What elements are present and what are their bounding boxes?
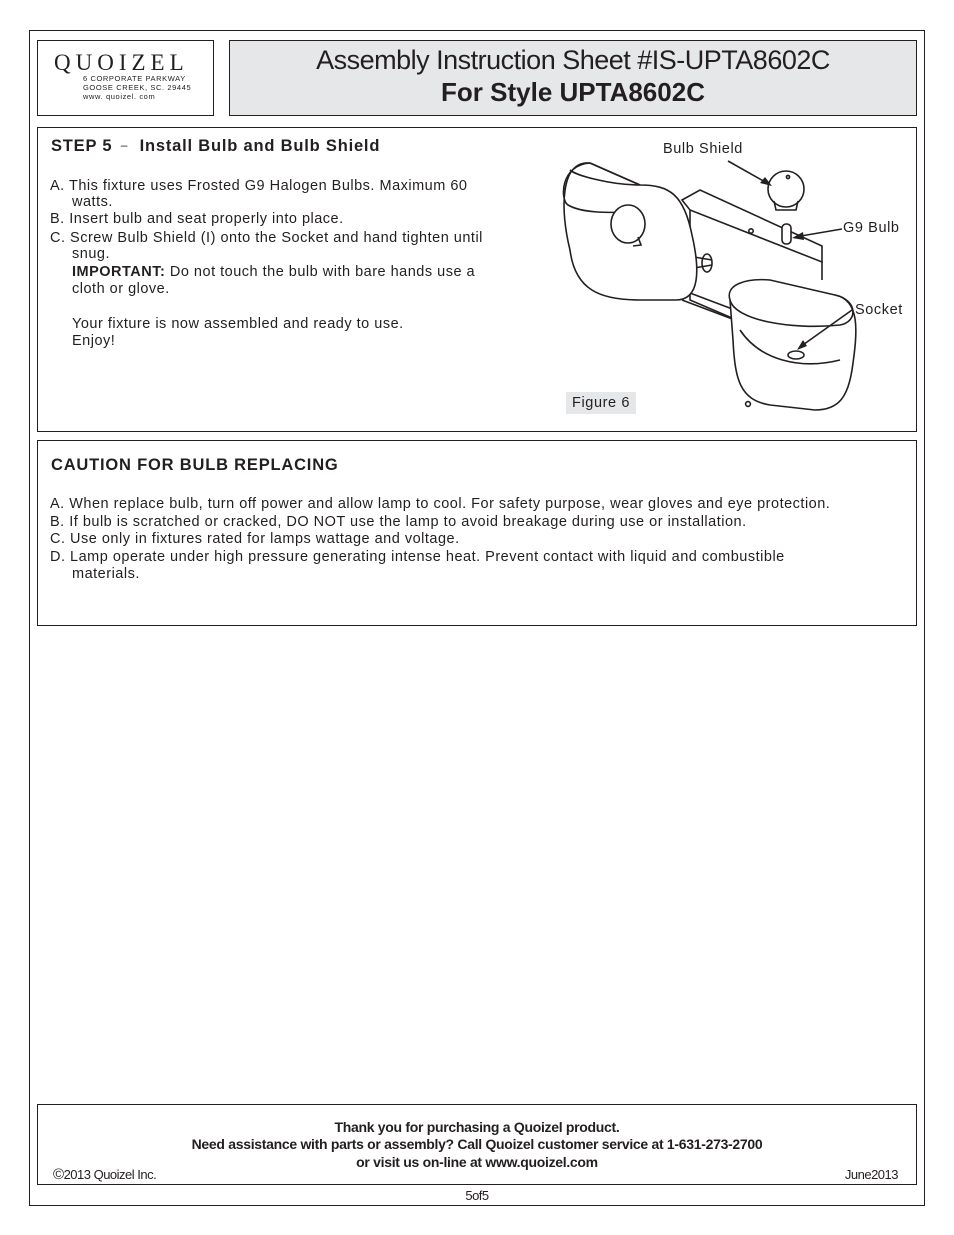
step-5-heading (51, 137, 380, 156)
step-number: STEP 5 (51, 137, 113, 155)
website-line: or visit us on-line at www.quoizel.com (356, 1154, 598, 1170)
g9-bulb-part (782, 224, 791, 244)
footer-section (37, 1104, 917, 1185)
caution-item-a: A. When replace bulb, turn off power and allow lamp to cool. For safety purpose, wear gloves and eye protection. (50, 496, 831, 512)
important-note (72, 264, 475, 282)
figure-caption: Figure 6 (566, 392, 636, 414)
step-item-c-line1: C. Screw Bulb Shield (I) onto the Socket and hand tighten until (50, 230, 483, 246)
copyright-symbol: © (53, 1166, 64, 1183)
bulb-shield-label: Bulb Shield (663, 141, 743, 157)
step-item-c-line2: snug. (72, 246, 110, 262)
copyright-text (53, 1166, 156, 1183)
copyright-owner: 2013 Quoizel Inc. (63, 1167, 157, 1182)
enjoy-note: Enjoy! (72, 333, 116, 349)
step-item-b: B. Insert bulb and seat properly into place. (50, 211, 344, 227)
right-shade (729, 280, 856, 410)
important-text: Do not touch the bulb with bare hands use a (165, 264, 476, 280)
page-title: Assembly Instruction Sheet #IS-UPTA8602C (316, 45, 830, 75)
caution-item-b: B. If bulb is scratched or cracked, DO NOT use the lamp to avoid breakage during use or installation. (50, 514, 747, 530)
caution-item-d-line1: D. Lamp operate under high pressure generating intense heat. Prevent contact with liquid and combustible (50, 549, 785, 565)
caution-heading: CAUTION FOR BULB REPLACING (51, 456, 339, 474)
g9-bulb-label: G9 Bulb (843, 220, 900, 236)
page-number: 5of5 (465, 1188, 489, 1203)
figure-6-illustration (540, 130, 860, 430)
important-label: IMPORTANT: (72, 264, 166, 280)
step-item-a-line2: watts. (72, 194, 113, 210)
caution-section (37, 440, 917, 626)
caution-item-d-line2: materials. (72, 566, 140, 582)
address-line-1: 6 CORPORATE PARKWAY (83, 74, 186, 83)
socket-label: Socket (855, 302, 903, 318)
caution-item-c: C. Use only in fixtures rated for lamps wattage and voltage. (50, 531, 460, 547)
company-logo: QUOIZEL (54, 50, 189, 75)
assembled-note: Your fixture is now assembled and ready to use. (72, 316, 404, 332)
title-block (229, 40, 917, 116)
revision-date: June2013 (844, 1167, 898, 1182)
backplate (682, 190, 822, 262)
address-line-2: GOOSE CREEK, SC. 29445 (83, 83, 192, 92)
company-logo-block (37, 40, 214, 116)
step-dash: – (120, 138, 129, 152)
step-title: Install Bulb and Bulb Shield (139, 137, 381, 155)
assistance-line: Need assistance with parts or assembly? Call Quoizel customer service at 1-631-273-2700 (191, 1136, 763, 1152)
thank-you-line: Thank you for purchasing a Quoizel product. (334, 1119, 620, 1135)
important-note-line2: cloth or glove. (72, 281, 170, 297)
website-text: www. quoizel. com (83, 92, 156, 101)
page-subtitle: For Style UPTA8602C (441, 77, 705, 107)
step-item-a-line1: A. This fixture uses Frosted G9 Halogen Bulbs. Maximum 60 (50, 178, 468, 194)
